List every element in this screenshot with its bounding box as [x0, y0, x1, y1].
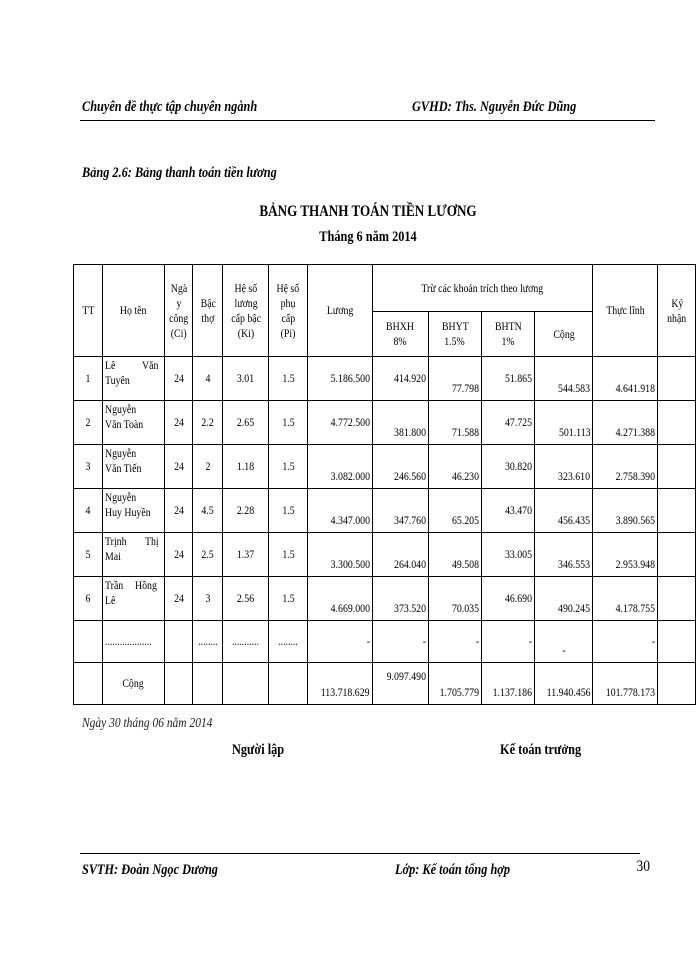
- cell-luong: 4.347.000: [308, 489, 373, 533]
- cell-thuc-linh: -: [593, 621, 658, 663]
- col-header-ky-nhan: Ký nhận: [658, 265, 696, 357]
- cell-ho-ten: ...................: [103, 621, 165, 663]
- cell-thuc-linh: 2.758.390: [593, 445, 658, 489]
- cell-bhyt: 49.508: [428, 533, 481, 577]
- cell-ngay-cong: [165, 663, 193, 705]
- cell-he-so-luong: 3.01: [223, 357, 269, 401]
- cell-ky-nhan: [658, 577, 696, 621]
- cell-he-so-luong: 1.37: [223, 533, 269, 577]
- footer-rule: [80, 853, 640, 854]
- col-header-bac-tho: Bậc thợ: [193, 265, 223, 357]
- cell-bhxh: 414.920: [372, 357, 428, 401]
- cell-he-so-phu-cap: 1.5: [269, 577, 308, 621]
- cell-ho-ten: Nguyễn Văn Tiến: [103, 445, 165, 489]
- document-subtitle: Tháng 6 năm 2014: [319, 229, 417, 245]
- cell-bac-tho: 2: [193, 445, 223, 489]
- table-row-total: [74, 663, 696, 705]
- cell-ho-ten: Trịnh Thị Mai: [103, 533, 165, 577]
- cell-bhtn: 51.865: [481, 357, 534, 401]
- cell-he-so-luong: ...........: [223, 621, 269, 663]
- cell-tt: 2: [74, 401, 103, 445]
- total-bhxh: 9.097.490: [372, 663, 428, 705]
- col-header-he-so-luong: Hệ số lương cấp bậc (Ki): [223, 265, 269, 357]
- date-line: Ngày 30 tháng 06 năm 2014: [82, 716, 213, 731]
- cell-he-so-phu-cap: 1.5: [269, 357, 308, 401]
- cell-ngay-cong: 24: [165, 489, 193, 533]
- header-row-1: [74, 265, 696, 312]
- cell-cong: 501.113: [534, 401, 593, 445]
- cell-bhxh: 373.520: [372, 577, 428, 621]
- cell-tt: 5: [74, 533, 103, 577]
- cell-bhtn: 46.690: [481, 577, 534, 621]
- cell-bhtn: 43.470: [481, 489, 534, 533]
- cell-bac-tho: 2.2: [193, 401, 223, 445]
- header-left-text: Chuyên đề thực tập chuyên ngành: [82, 99, 258, 115]
- col-header-bhyt: BHYT 1.5%: [428, 312, 481, 357]
- col-header-thuc-linh: Thực lĩnh: [593, 265, 658, 357]
- cell-luong: 4.669.000: [308, 577, 373, 621]
- table-row: [74, 401, 696, 445]
- cell-ky-nhan: [658, 533, 696, 577]
- cell-he-so-phu-cap: 1.5: [269, 489, 308, 533]
- cell-tt: 3: [74, 445, 103, 489]
- col-header-bhtn: BHTN 1%: [481, 312, 534, 357]
- col-header-luong: Lương: [308, 265, 373, 357]
- col-header-tru-group: Trừ các khoản trích theo lương: [372, 265, 593, 312]
- total-bhtn: 1.137.186: [481, 663, 534, 705]
- table-caption: Bảng 2.6: Bảng thanh toán tiền lương: [82, 165, 277, 181]
- cell-cong: 323.610: [534, 445, 593, 489]
- cell-bac-tho: 2.5: [193, 533, 223, 577]
- col-header-cong: Cộng: [534, 312, 593, 357]
- cell-he-so-luong: 2.56: [223, 577, 269, 621]
- header-right-text: GVHD: Ths. Nguyễn Đức Dũng: [411, 99, 576, 115]
- cell-bhxh: 347.760: [372, 489, 428, 533]
- cell-tt: [74, 663, 103, 705]
- header-rule: [80, 120, 655, 121]
- cell-luong: -: [308, 621, 373, 663]
- cell-thuc-linh: 3.890.565: [593, 489, 658, 533]
- col-header-ho-ten: Họ tên: [103, 265, 165, 357]
- cell-thuc-linh: 4.271.388: [593, 401, 658, 445]
- cell-ho-ten: Lê Văn Tuyên: [103, 357, 165, 401]
- cell-he-so-phu-cap: [269, 663, 308, 705]
- cell-thuc-linh: 4.641.918: [593, 357, 658, 401]
- cell-cong: 490.245: [534, 577, 593, 621]
- total-cong: 11.940.456: [534, 663, 593, 705]
- total-label: Cộng: [103, 663, 165, 705]
- cell-bhxh: 246.560: [372, 445, 428, 489]
- cell-ngay-cong: 24: [165, 577, 193, 621]
- table-row: [74, 357, 696, 401]
- cell-bhyt: 65.205: [428, 489, 481, 533]
- cell-ky-nhan: [658, 357, 696, 401]
- cell-ho-ten: Nguyễn Huy Huyền: [103, 489, 165, 533]
- table-row: [74, 445, 696, 489]
- cell-ky-nhan: [658, 401, 696, 445]
- cell-bac-tho: 4.5: [193, 489, 223, 533]
- cell-ky-nhan: [658, 445, 696, 489]
- col-header-tt: TT: [74, 265, 103, 357]
- cell-tt: 4: [74, 489, 103, 533]
- total-bhyt: 1.705.779: [428, 663, 481, 705]
- cell-he-so-phu-cap: 1.5: [269, 401, 308, 445]
- cell-thuc-linh: 2.953.948: [593, 533, 658, 577]
- table-row: [74, 577, 696, 621]
- cell-tt: [74, 621, 103, 663]
- cell-cong: 346.553: [534, 533, 593, 577]
- cell-bhyt: 71.588: [428, 401, 481, 445]
- footer-left-text: SVTH: Đoàn Ngọc Dương: [82, 862, 218, 878]
- cell-bhtn: -: [481, 621, 534, 663]
- cell-bhyt: 46.230: [428, 445, 481, 489]
- cell-he-so-phu-cap: 1.5: [269, 533, 308, 577]
- cell-he-so-luong: 2.65: [223, 401, 269, 445]
- signer-ke-toan-truong: Kế toán trưởng: [500, 742, 582, 758]
- payroll-table: [73, 264, 696, 705]
- cell-cong: 544.583: [534, 357, 593, 401]
- cell-cong: -: [534, 621, 593, 663]
- col-header-bhxh: BHXH 8%: [372, 312, 428, 357]
- cell-luong: 3.300.500: [308, 533, 373, 577]
- cell-ho-ten: Nguyễn Văn Toàn: [103, 401, 165, 445]
- cell-luong: 3.082.000: [308, 445, 373, 489]
- col-header-ngay-cong: Ngà y công (Ci): [165, 265, 193, 357]
- cell-he-so-phu-cap: 1.5: [269, 445, 308, 489]
- cell-bhxh: 381.800: [372, 401, 428, 445]
- cell-ho-ten: Trần Hồng Lê: [103, 577, 165, 621]
- cell-bhyt: 77.798: [428, 357, 481, 401]
- cell-he-so-luong: 2.28: [223, 489, 269, 533]
- cell-bac-tho: [193, 663, 223, 705]
- cell-bhtn: 47.725: [481, 401, 534, 445]
- cell-bac-tho: 4: [193, 357, 223, 401]
- cell-tt: 6: [74, 577, 103, 621]
- cell-ngay-cong: 24: [165, 533, 193, 577]
- cell-ngay-cong: 24: [165, 445, 193, 489]
- cell-bhyt: 70.035: [428, 577, 481, 621]
- signer-nguoi-lap: Người lập: [232, 742, 285, 758]
- cell-ngay-cong: 24: [165, 357, 193, 401]
- cell-luong: 4.772.500: [308, 401, 373, 445]
- cell-bac-tho: ........: [193, 621, 223, 663]
- cell-ky-nhan: [658, 489, 696, 533]
- cell-he-so-luong: 1.18: [223, 445, 269, 489]
- cell-ngay-cong: [165, 621, 193, 663]
- cell-bhtn: 33.005: [481, 533, 534, 577]
- cell-tt: 1: [74, 357, 103, 401]
- cell-bhxh: -: [372, 621, 428, 663]
- table-row-ellipsis: [74, 621, 696, 663]
- col-header-he-so-phu-cap: Hệ số phụ cấp (Pi): [269, 265, 308, 357]
- table-row: [74, 533, 696, 577]
- page-number: 30: [636, 858, 650, 875]
- table-row: [74, 489, 696, 533]
- cell-luong: 5.186.500: [308, 357, 373, 401]
- total-luong: 113.718.629: [308, 663, 373, 705]
- footer-middle-text: Lớp: Kế toán tổng hợp: [395, 862, 511, 878]
- cell-bac-tho: 3: [193, 577, 223, 621]
- cell-ky-nhan: [658, 663, 696, 705]
- cell-he-so-luong: [223, 663, 269, 705]
- cell-cong: 456.435: [534, 489, 593, 533]
- cell-bhyt: -: [428, 621, 481, 663]
- total-thuc-linh: 101.778.173: [593, 663, 658, 705]
- cell-ky-nhan: [658, 621, 696, 663]
- cell-he-so-phu-cap: ........: [269, 621, 308, 663]
- document-title: BẢNG THANH TOÁN TIỀN LƯƠNG: [259, 203, 477, 220]
- cell-bhxh: 264.040: [372, 533, 428, 577]
- cell-bhtn: 30.820: [481, 445, 534, 489]
- cell-ngay-cong: 24: [165, 401, 193, 445]
- cell-thuc-linh: 4.178.755: [593, 577, 658, 621]
